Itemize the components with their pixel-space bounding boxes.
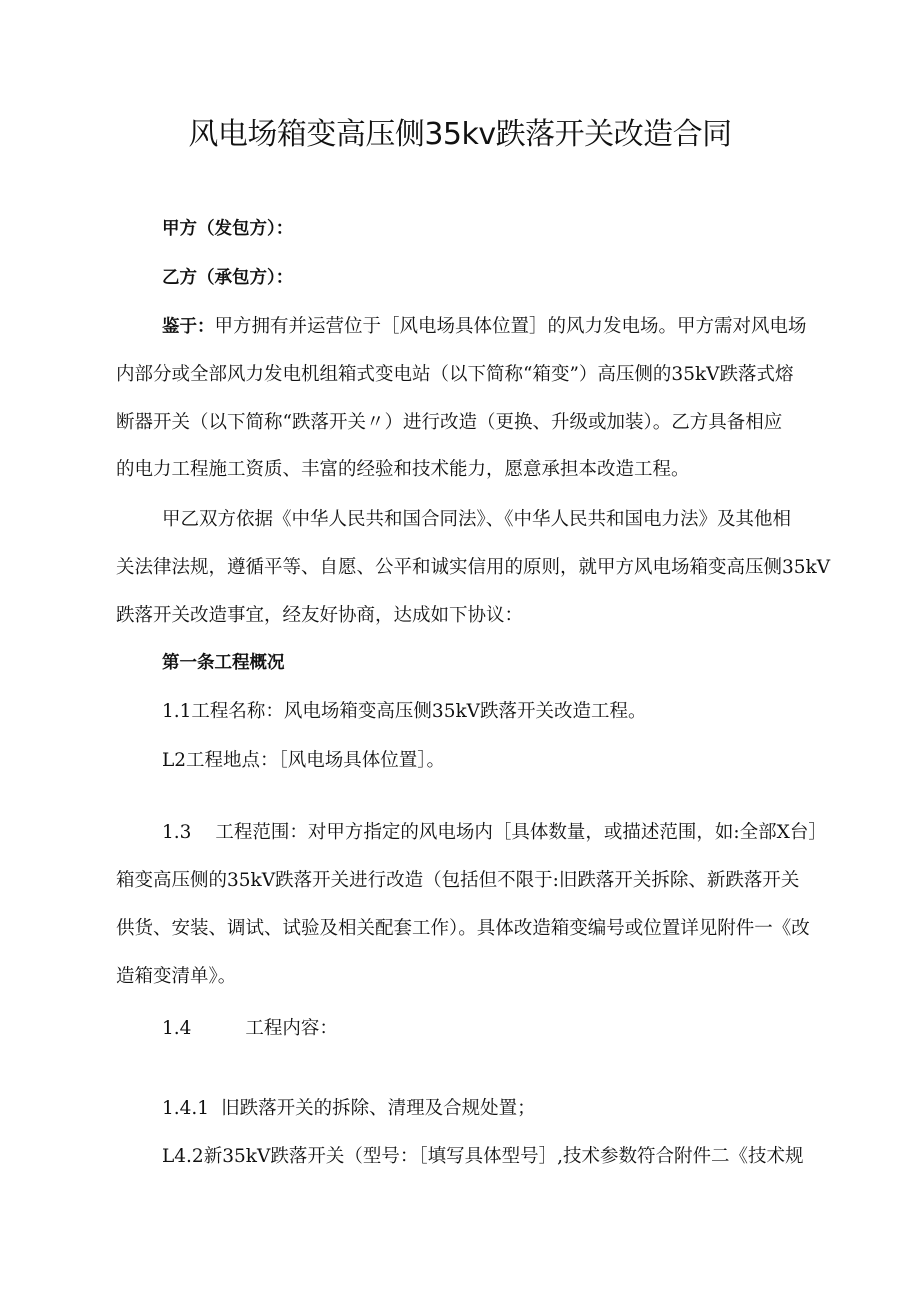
clause-1-3-number: 1.3 bbox=[162, 822, 192, 843]
clause-1-3-line-4: 造箱变清单》。 bbox=[116, 966, 237, 987]
clause-1-4-2: L4.2新35kV跌落开关（型号：［填写具体型号］,技术参数符合附件二《技术规 bbox=[162, 1146, 804, 1167]
clause-1-2: L2工程地点：［风电场具体位置］。 bbox=[162, 750, 446, 771]
clause-1-4-text: 工程内容： bbox=[245, 1018, 338, 1039]
party-b-line: 乙方（承包方）： bbox=[162, 268, 294, 288]
whereas-line-1 bbox=[162, 312, 807, 342]
whereas-text: 甲方拥有并运营位于［风电场具体位置］的风力发电场。甲方需对风电场 bbox=[214, 316, 807, 337]
clause-1-4 bbox=[162, 1014, 338, 1044]
clause-1-1: 1.1工程名称：风电场箱变高压侧35kV跌落开关改造工程。 bbox=[162, 701, 647, 722]
clause-1-3-text: 工程范围：对甲方指定的风电场内［具体数量，或描述范围，如:全部X台］ bbox=[215, 822, 827, 843]
clause-1-4-number: 1.4 bbox=[162, 1018, 192, 1039]
document-title: 风电场箱变高压侧35kv跌落开关改造合同 bbox=[188, 117, 732, 152]
whereas-line-4: 的电力工程施工资质、丰富的经验和技术能力，愿意承担本改造工程。 bbox=[116, 459, 690, 480]
party-a-line: 甲方（发包方）： bbox=[162, 219, 294, 239]
clause-1-3-line-1 bbox=[162, 818, 827, 848]
clause-1-4-1-text: 旧跌落开关的拆除、清理及合规处置； bbox=[221, 1098, 536, 1119]
basis-line-1: 甲乙双方依据《中华人民共和国合同法》、《中华人民共和国电力法》及其他相 bbox=[162, 509, 792, 530]
clause-1-3-line-3: 供货、安装、调试、试验及相关配套工作）。具体改造箱变编号或位置详见附件一《改 bbox=[116, 918, 810, 939]
article-1-heading: 第一条工程概况 bbox=[162, 653, 285, 673]
whereas-label: 鉴于： bbox=[162, 317, 215, 337]
basis-line-2: 关法律法规，遵循平等、自愿、公平和诚实信用的原则，就甲方风电场箱变高压侧35kV bbox=[116, 557, 831, 578]
basis-line-3: 跌落开关改造事宜，经友好协商，达成如下协议： bbox=[116, 605, 524, 626]
whereas-line-2: 内部分或全部风力发电机组箱式变电站（以下简称“箱变”）高压侧的35kV跌落式熔 bbox=[116, 364, 794, 385]
clause-1-3-line-2: 箱变高压侧的35kV跌落开关进行改造（包括但不限于:旧跌落开关拆除、新跌落开关 bbox=[116, 870, 800, 891]
whereas-line-3: 断器开关（以下简称“跌落开关〃）进行改造（更换、升级或加装）。乙方具备相应 bbox=[116, 412, 783, 433]
clause-1-4-1-number: 1.4.1 bbox=[162, 1098, 210, 1119]
clause-1-4-1 bbox=[162, 1094, 536, 1124]
